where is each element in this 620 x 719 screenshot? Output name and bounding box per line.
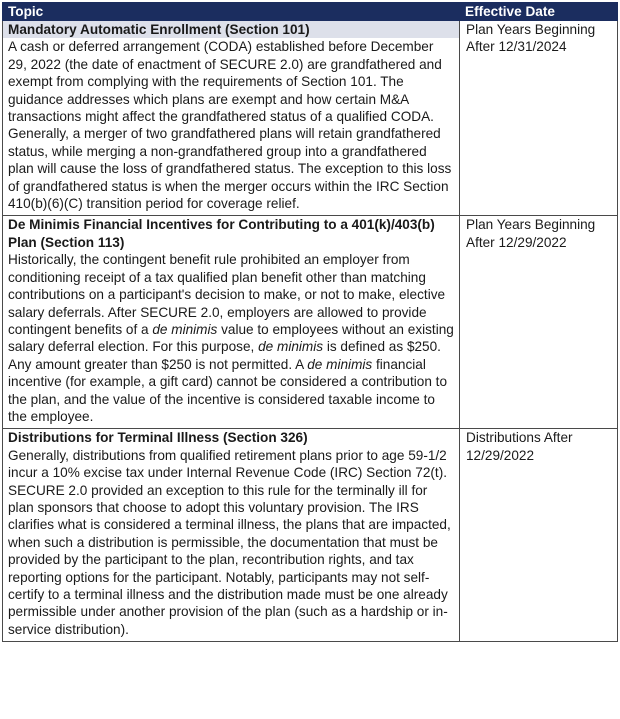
description-emphasis: de minimis <box>152 321 218 337</box>
topic-description: A cash or deferred arrangement (CODA) established before December 29, 2022 (the date of enactment of SECURE 2.0) are grandfathered and exempt from complying with the requirements of Section 101. The guidance addresses which plans are exempt and how certain M&A transactions might affect the grandfathered status of a qualified CODA. Generally, a merger of two grandfathered plans will retain grandfathered status, while merging a non-grandfathered group into a grandfathered plan will cause the loss of grandfathered status. The exception to this loss of grandfathered status is when the merger occurs within the IRC Section 410(b)(6)(C) transition period for coverage relief. <box>8 39 452 212</box>
table-body <box>3 21 618 642</box>
effective-date-cell: Plan Years Beginning After 12/29/2022 <box>460 216 618 429</box>
description-emphasis: de minimis <box>258 339 324 355</box>
table-header-row <box>3 3 618 21</box>
description-text: value to employees without an existing salary deferral election. For this purpose, <box>8 321 454 355</box>
description-text: financial incentive (for example, a gift card) cannot be considered a contribution to the plan, and the value of the incentive is considered taxable income to the employee. <box>8 356 448 424</box>
topic-description <box>8 251 454 425</box>
secure-2-provisions-table <box>2 2 618 642</box>
header-effective-date: Effective Date <box>460 3 618 21</box>
topic-cell <box>3 429 460 642</box>
header-topic: Topic <box>3 3 460 21</box>
table-row <box>3 429 618 642</box>
topic-cell <box>3 216 460 429</box>
table-row <box>3 216 618 429</box>
description-emphasis: de minimis <box>307 356 373 372</box>
topic-title: De Minimis Financial Incentives for Contributing to a 401(k)/403(b) Plan (Section 113) <box>8 217 435 250</box>
table-header <box>3 3 618 21</box>
topic-cell <box>3 21 460 216</box>
topic-description: Generally, distributions from qualified retirement plans prior to age 59-1/2 incur a 10% excise tax under Internal Revenue Code (IRC) Section 72(t). SECURE 2.0 provided an exception to this rule for the terminally ill for plan sponsors that choose to adopt this voluntary provision. The IRS clarifies what is considered a terminal illness, the plans that are impacted, when such a distribution is permissible, the documentation that must be provided by the participant to the plan, recontribution rights, and tax reporting options for the participant. Notably, participants may not self-certify to a terminal illness and the distribution made must be one already permissible under another provision of the plan (such as a hardship or in-service distribution). <box>8 447 451 637</box>
topic-title: Mandatory Automatic Enrollment (Section 101) <box>3 21 459 38</box>
effective-date-cell: Distributions After 12/29/2022 <box>460 429 618 642</box>
effective-date-cell: Plan Years Beginning After 12/31/2024 <box>460 21 618 216</box>
table-row <box>3 21 618 216</box>
description-text: is defined as $250. Any amount greater than $250 is not permitted. A <box>8 339 441 372</box>
topic-title: Distributions for Terminal Illness (Section 326) <box>8 430 308 446</box>
description-text: Historically, the contingent benefit rule prohibited an employer from conditioning receipt of a tax qualified plan benefit other than matching contributions on a participant's decision to make, or not to make, elective salary deferrals. After SECURE 2.0, employers are allowed to provide contingent benefits of a <box>8 252 446 337</box>
